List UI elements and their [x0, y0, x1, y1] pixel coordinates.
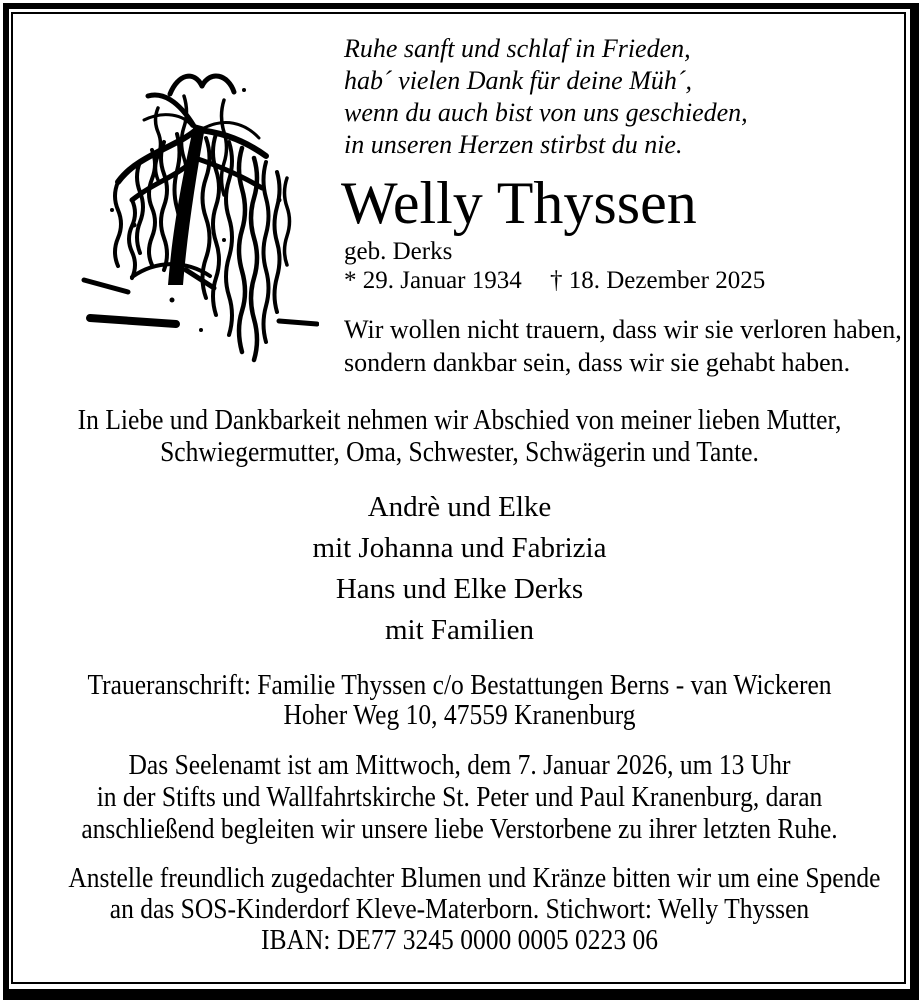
weeping-willow-icon — [74, 30, 319, 365]
mourner-line: mit Johanna und Fabrizia — [312, 532, 607, 564]
mourners-list — [15, 487, 904, 651]
address-line: Traueranschrift: Familie Thyssen c/o Bestattungen Berns - van Wickeren — [87, 669, 832, 701]
death-date: † 18. Dezember 2025 — [550, 267, 766, 294]
service-line: anschließend begleiten wir unsere liebe Verstorbene zu ihrer letzten Ruhe. — [81, 813, 838, 845]
verse-line: wenn du auch bist von uns geschieden, — [344, 98, 748, 127]
life-dates — [344, 267, 765, 295]
deceased-name: Welly Thyssen — [341, 170, 697, 236]
farewell-text — [68, 404, 850, 468]
service-line: in der Stifts und Wallfahrtskirche St. Peter und Paul Kranenburg, daran — [96, 781, 823, 813]
service-line: Das Seelenamt ist am Mittwoch, dem 7. Januar 2026, um 13 Uhr — [128, 749, 791, 781]
mourning-address — [68, 670, 850, 730]
tribute-line: Wir wollen nicht trauern, dass wir sie verloren haben, — [344, 315, 902, 344]
iban-line: IBAN: DE77 3245 0000 0005 0223 06 — [261, 924, 658, 956]
tribute-line: sondern dankbar sein, dass wir sie gehabt haben. — [344, 348, 851, 377]
donation-line: an das SOS-Kinderdorf Kleve-Materborn. Stichwort: Welly Thyssen — [109, 893, 810, 925]
farewell-line: Schwiegermutter, Oma, Schwester, Schwägerin und Tante. — [160, 436, 759, 468]
mourner-line: mit Familien — [384, 614, 535, 646]
opening-verse — [344, 33, 748, 161]
donation-info — [68, 862, 881, 956]
mourner-line: Andrè und Elke — [367, 491, 552, 523]
address-line: Hoher Weg 10, 47559 Kranenburg — [283, 699, 636, 731]
birth-date: * 29. Januar 1934 — [344, 267, 522, 294]
mourner-line: Hans und Elke Derks — [335, 573, 584, 605]
farewell-line: In Liebe und Dankbarkeit nehmen wir Abschied von meiner lieben Mutter, — [77, 404, 842, 436]
verse-line: hab´ vielen Dank für deine Müh´, — [344, 66, 693, 95]
service-info — [68, 749, 850, 845]
verse-line: in unseren Herzen stirbst du nie. — [344, 130, 683, 159]
maiden-name: geb. Derks — [344, 238, 453, 265]
tribute-text — [344, 313, 902, 379]
donation-line: Anstelle freundlich zugedachter Blumen und Kränze bitten wir um eine Spende — [68, 862, 881, 894]
verse-line: Ruhe sanft und schlaf in Frieden, — [344, 34, 691, 63]
